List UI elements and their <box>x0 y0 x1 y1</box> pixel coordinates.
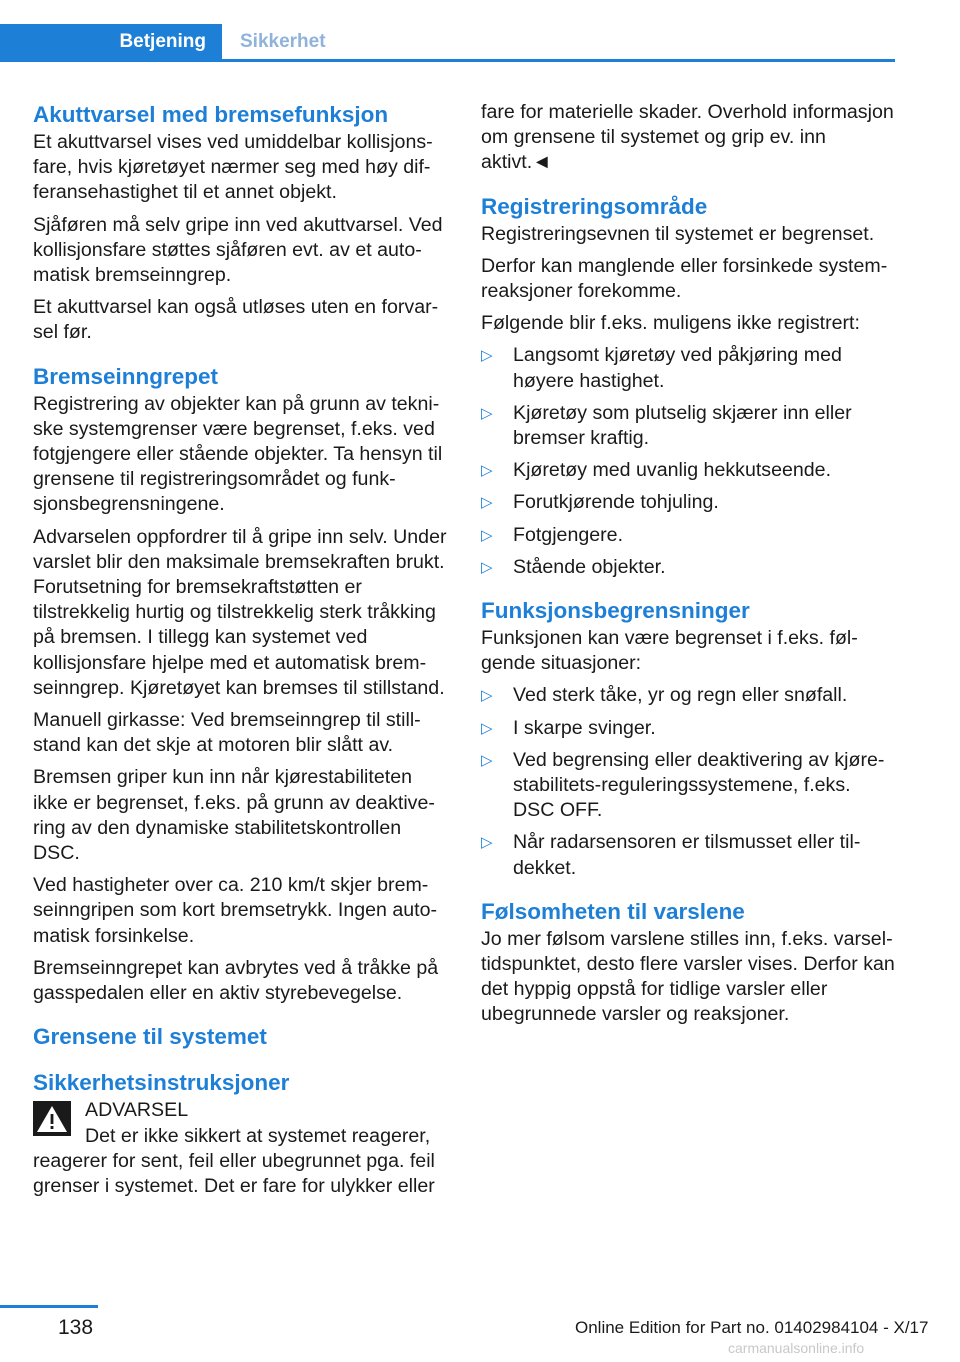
warning-text: reagerer for sent, feil eller ubegrunnet pga. feil grenser i systemet. Det er fare for ulykker eller <box>33 1149 435 1197</box>
right-column <box>481 100 896 1035</box>
list-item <box>481 523 896 548</box>
list-item-text: Ved begrensing eller deaktivering av kjørestabilitets-reguleringssystemene, f.eks. DSC OFF. <box>513 748 885 822</box>
paragraph: Følgende blir f.eks. muligens ikke registrert: <box>481 312 860 335</box>
warning-box <box>33 1098 448 1199</box>
paragraph: Jo mer følsom varslene stilles inn, f.eks. varseltidspunktet, desto flere varsler vises. Derfor kan det hyppig oppstå for tidlige varsler eller ubegrunnede varsler og reaksjoner. <box>481 927 895 1026</box>
edition-label: Online Edition for Part no. 01402984104 - X/17 <box>575 1318 929 1337</box>
paragraph: Bremsen griper kun inn når kjørestabiliteten ikke er begrenset, f.eks. på grunn av deaktivering av den dynamiske stabilitetskontrollen DSC. <box>33 766 435 865</box>
bullet-triangle-icon: ▷ <box>481 462 493 480</box>
left-column <box>33 100 448 1199</box>
tab-betjening-label: Betjening <box>119 31 206 52</box>
list-item <box>481 716 896 741</box>
paragraph: Manuell girkasse: Ved bremseinngrep til stillstand kan det skje at motoren blir slått av. <box>33 709 421 757</box>
bullet-list <box>481 683 896 880</box>
section-heading: Registreringsområde <box>481 193 708 219</box>
bullet-triangle-icon: ▷ <box>481 347 493 365</box>
paragraph: Et akuttvarsel vises ved umiddelbar kollisjonsfare, hvis kjøretøyet nærmer seg med høy differansehastighet til et annet objekt. <box>33 131 433 204</box>
list-item <box>481 683 896 708</box>
paragraph: Registrering av objekter kan på grunn av tekniske systemgrenser være begrenset, f.eks. ved fotgjengere eller stående objekter. Ta hensyn til grensene til registreringsområdet og funksjonsbegrensningene. <box>33 392 443 516</box>
list-item <box>481 490 896 515</box>
paragraph: Derfor kan manglende eller forsinkede systemreaksjoner forekomme. <box>481 254 888 303</box>
warning-title: ADVARSEL <box>85 1099 189 1122</box>
watermark: carmanualsonline.info <box>728 1340 865 1356</box>
warning-triangle-icon <box>33 1101 71 1136</box>
list-item-text: Stående objekter. <box>513 555 666 578</box>
bullet-triangle-icon: ▷ <box>481 834 493 852</box>
list-item <box>481 748 896 824</box>
list-item-text: Kjøretøy med uvanlig hekkutseende. <box>513 459 832 482</box>
paragraph: Registreringsevnen til systemet er begrenset. <box>481 222 875 245</box>
list-item-text: Ved sterk tåke, yr og regn eller snøfall. <box>513 684 848 707</box>
bullet-triangle-icon: ▷ <box>481 526 493 544</box>
section-heading: Sikkerhetsinstruksjoner <box>33 1070 290 1096</box>
bullet-triangle-icon: ▷ <box>481 404 493 422</box>
list-item <box>481 458 896 483</box>
bullet-triangle-icon: ▷ <box>481 719 493 737</box>
list-item <box>481 830 896 880</box>
section-heading: Bremseinngrepet <box>33 363 219 389</box>
list-item-text: Kjøretøy som plutselig skjærer inn eller bremser kraftig. <box>513 401 852 450</box>
page-number: 138 <box>58 1316 94 1339</box>
list-item <box>481 343 896 393</box>
header-tabs <box>0 24 895 62</box>
tab-sikkerhet[interactable]: Sikkerhet <box>240 31 326 52</box>
list-item-text: Når radarsensoren er tilsmusset eller tildekket. <box>513 831 861 879</box>
section-heading: Funksjonsbegrensninger <box>481 598 750 624</box>
list-item-text: Langsomt kjøretøy ved påkjøring med høyere hastighet. <box>513 344 842 392</box>
tab-betjening[interactable] <box>0 24 222 59</box>
list-item-text: Forutkjørende tohjuling. <box>513 491 719 514</box>
warning-text: Det er ikke sikkert at systemet reagerer, <box>85 1124 431 1147</box>
list-item <box>481 401 896 451</box>
bullet-triangle-icon: ▷ <box>481 494 493 512</box>
list-item <box>481 555 896 580</box>
section-heading: Grensene til systemet <box>33 1024 267 1050</box>
list-item-text: I skarpe svinger. <box>513 716 656 739</box>
paragraph: Bremseinngrepet kan avbrytes ved å tråkke på gasspedalen eller en aktiv styrebevegelse. <box>33 956 439 1005</box>
footer-rule <box>0 1305 98 1308</box>
paragraph: Advarselen oppfordrer til å gripe inn selv. Under varslet blir den maksimale bremsekraften brukt. Forutsetning for bremsekraftstøtten er tilstrekkelig hurtig og tilstrekkelig sterk tråkking på bremsen. I tillegg kan systemet ved kollisjonsfare hjelpe med et automatisk bremseinngrep. Kjøretøyet kan bremses til stillstand. <box>33 525 447 699</box>
bullet-triangle-icon: ▷ <box>481 687 493 705</box>
paragraph: Sjåføren må selv gripe inn ved akuttvarsel. Ved kollisjonsfare støttes sjåføren evt. av et automatisk bremseinngrep. <box>33 213 443 287</box>
bullet-triangle-icon: ▷ <box>481 558 493 576</box>
paragraph: Et akuttvarsel kan også utløses uten en forvarsel før. <box>33 296 439 344</box>
paragraph: fare for materielle skader. Overhold informasjon om grensene til systemet og grip ev. inn aktivt.◄ <box>481 101 894 174</box>
paragraph: Funksjonen kan være begrenset i f.eks. følgende situasjoner: <box>481 627 858 675</box>
bullet-list <box>481 343 896 580</box>
bullet-triangle-icon: ▷ <box>481 751 493 769</box>
section-heading: Følsomheten til varslene <box>481 898 745 924</box>
list-item-text: Fotgjengere. <box>513 523 624 546</box>
header-rule <box>0 59 895 62</box>
section-heading: Akuttvarsel med bremsefunksjon <box>33 102 389 127</box>
paragraph: Ved hastigheter over ca. 210 km/t skjer bremseinngripen som kort bremsetrykk. Ingen automatisk forsinkelse. <box>33 874 438 947</box>
